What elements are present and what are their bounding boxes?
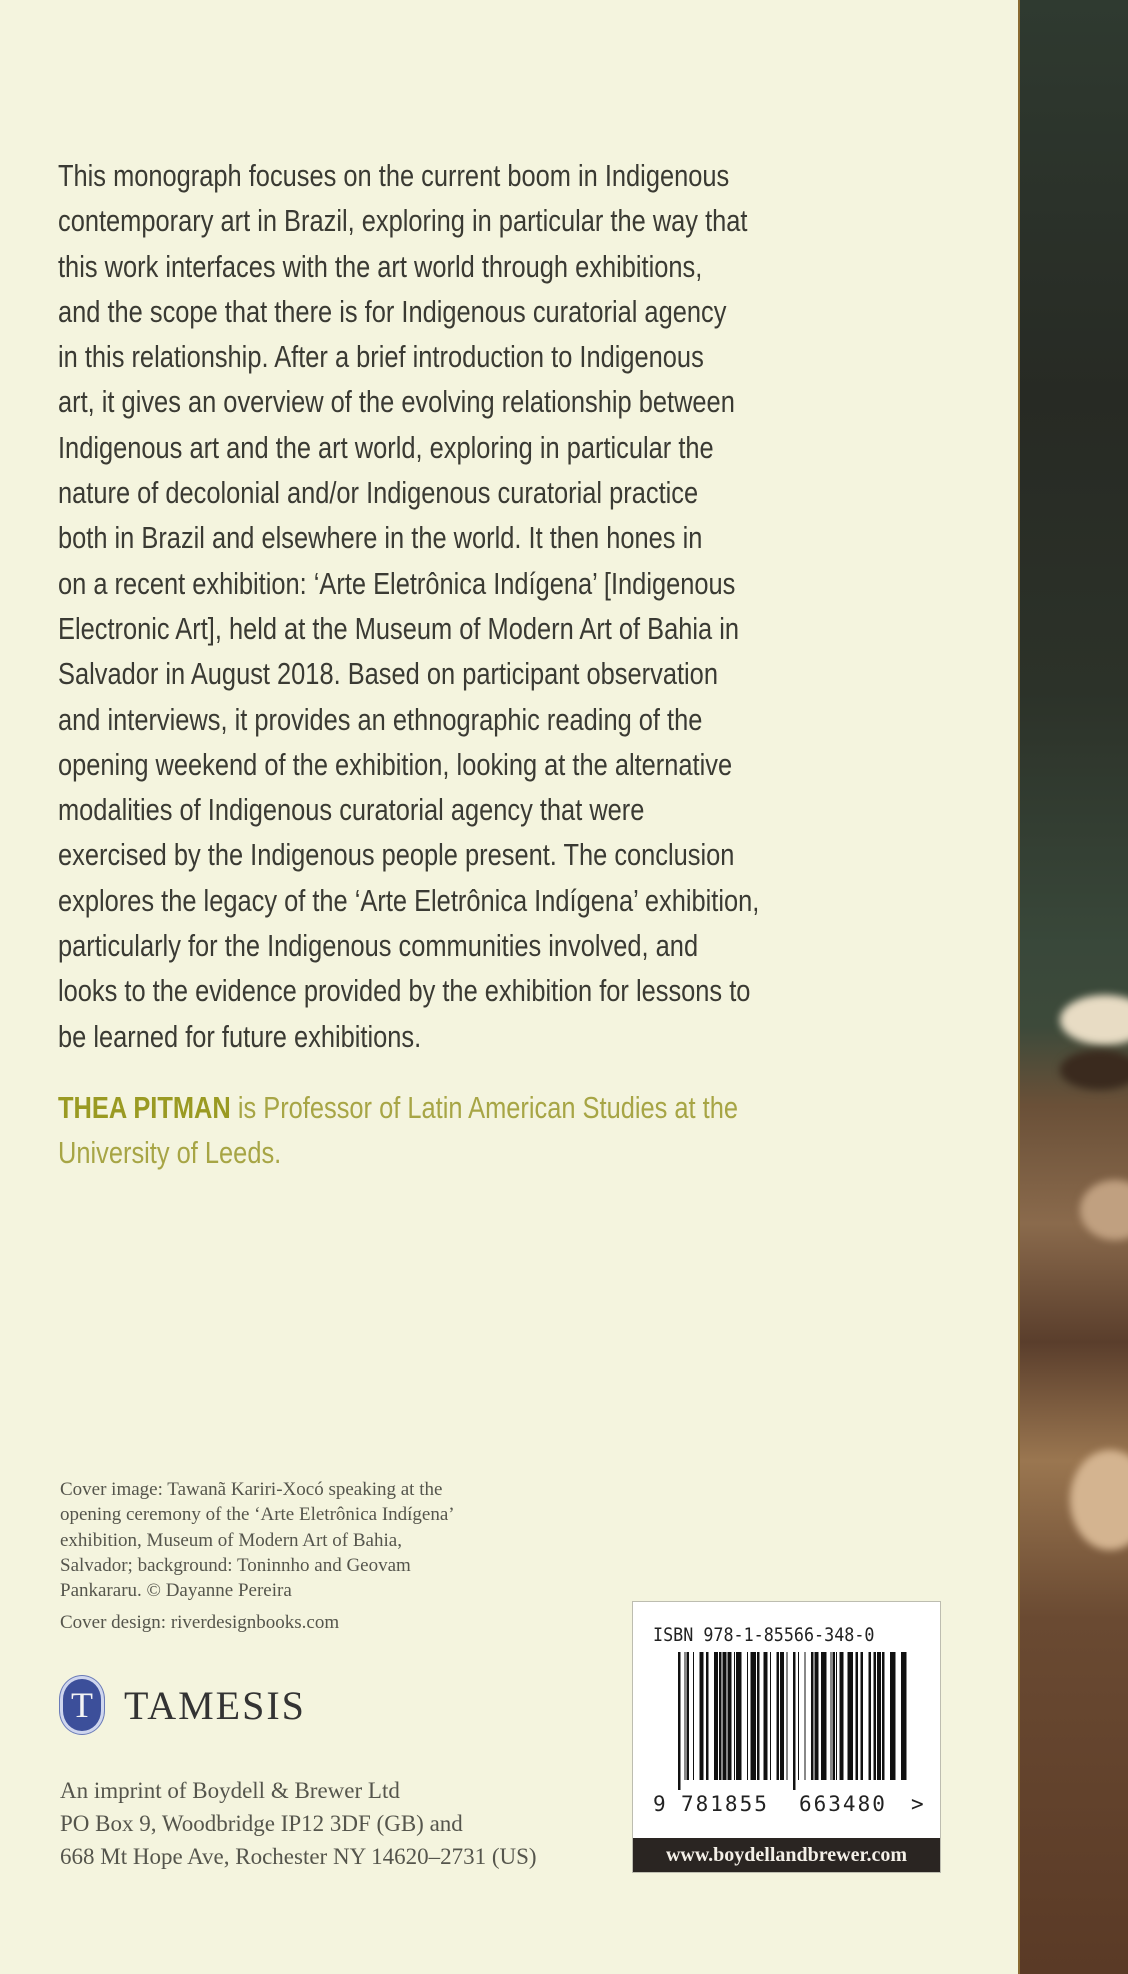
text-line: modalities of Indigenous curatorial agency that were	[58, 792, 645, 828]
barcode-bar	[831, 1652, 832, 1780]
text-line: in this relationship. After a brief introduction to Indigenous	[58, 339, 704, 375]
photo-shadow	[1060, 1050, 1128, 1090]
photo-highlight	[1070, 1450, 1128, 1550]
barcode-bar	[706, 1652, 709, 1780]
text-line: on a recent exhibition: ‘Arte Eletrônica Indígena’ [Indigenous	[58, 565, 736, 601]
book-description	[58, 153, 759, 1059]
barcode-bar	[856, 1652, 859, 1780]
text-line: exercised by the Indigenous people present. The conclusion	[58, 837, 735, 873]
barcode-bar	[836, 1652, 837, 1780]
barcode-bar	[687, 1652, 690, 1780]
barcode-bar	[821, 1652, 827, 1780]
barcode-bar	[764, 1652, 768, 1780]
tamesis-emblem-icon: T	[60, 1676, 104, 1734]
photo-highlight	[1080, 1180, 1128, 1240]
author-bio	[58, 1085, 738, 1176]
barcode-bar	[848, 1652, 854, 1780]
barcode-bar	[877, 1652, 881, 1780]
barcode-bar	[734, 1652, 735, 1780]
publisher-logo	[60, 1676, 306, 1734]
barcode-bar	[770, 1652, 771, 1780]
barcode-bar	[736, 1652, 742, 1780]
text-line: nature of decolonial and/or Indigenous curatorial practice	[58, 475, 699, 511]
text-line: and interviews, it provides an ethnographic reading of the	[58, 701, 703, 737]
text-line: PO Box 9, Woodbridge IP12 3DF (GB) and	[60, 1811, 463, 1836]
barcode-bar	[723, 1652, 727, 1780]
text-line: art, it gives an overview of the evolving relationship between	[58, 384, 735, 420]
text-line: looks to the evidence provided by the exhibition for lessons to	[58, 973, 751, 1009]
barcode-bar	[805, 1652, 806, 1780]
publisher-name: TAMESIS	[124, 1682, 306, 1728]
author-name: THEA PITMAN	[58, 1090, 231, 1125]
barcode-digit-group: 781855	[681, 1792, 769, 1816]
publisher-address	[60, 1774, 537, 1873]
barcode-lead-digit: 9	[653, 1792, 666, 1816]
barcode-bar	[678, 1652, 681, 1790]
text-line: exhibition, Museum of Modern Art of Bahia,	[60, 1529, 402, 1551]
barcode-bar	[833, 1652, 836, 1780]
cover-image-credit	[60, 1477, 455, 1603]
text-line: Pankararu. © Dayanne Pereira	[60, 1580, 292, 1602]
barcode-bar	[685, 1652, 686, 1780]
barcode-bar	[787, 1652, 788, 1780]
text-line: be learned for future exhibitions.	[58, 1018, 422, 1054]
barcode-bar	[793, 1652, 796, 1790]
barcode-bar	[869, 1652, 872, 1780]
author-bio-text: is Professor of Latin American Studies at the	[230, 1090, 739, 1125]
barcode-bar	[714, 1652, 718, 1780]
barcode-bar	[901, 1652, 907, 1780]
text-line: Indigenous art and the art world, exploring in particular the	[58, 429, 714, 465]
barcode-bar	[840, 1652, 844, 1780]
barcode-bar	[874, 1652, 877, 1780]
text-line: opening weekend of the exhibition, looking at the alternative	[58, 746, 733, 782]
barcode-bar	[751, 1652, 757, 1780]
barcode-bar	[798, 1652, 799, 1780]
barcode-bar	[757, 1652, 760, 1780]
barcode-bars	[678, 1652, 908, 1790]
isbn-label: ISBN 978-1-85566-348-0	[653, 1624, 875, 1646]
text-line: and the scope that there is for Indigenous curatorial agency	[58, 293, 727, 329]
text-line: Electronic Art], held at the Museum of Modern Art of Bahia in	[58, 610, 740, 646]
text-line: Cover image: Tawanã Kariri-Xocó speaking at the	[60, 1479, 443, 1500]
barcode-digit-group: 663480	[799, 1792, 887, 1816]
barcode-bar	[882, 1652, 885, 1780]
barcode-bar	[700, 1652, 704, 1780]
barcode-bar	[693, 1652, 694, 1780]
text-line: An imprint of Boydell & Brewer Ltd	[60, 1778, 400, 1803]
text-line: this work interfaces with the art world through exhibitions,	[58, 248, 703, 284]
photo-highlight	[1060, 995, 1128, 1045]
text-line: Salvador in August 2018. Based on participant observation	[58, 656, 718, 692]
barcode-arrow: >	[911, 1792, 924, 1816]
barcode-bar	[780, 1652, 784, 1780]
barcode-bar	[815, 1652, 819, 1780]
cover-design-credit: Cover design: riverdesignbooks.com	[60, 1612, 340, 1633]
text-line: both in Brazil and elsewhere in the world. It then hones in	[58, 520, 703, 556]
text-line: contemporary art in Brazil, exploring in particular the way that	[58, 203, 748, 239]
author-bio-text: University of Leeds.	[58, 1135, 282, 1171]
barcode-bar	[861, 1652, 864, 1780]
barcode-bar	[811, 1652, 814, 1780]
barcode-bar	[728, 1652, 732, 1780]
barcode-bar	[777, 1652, 780, 1780]
isbn-barcode-box	[632, 1601, 941, 1873]
text-line: opening ceremony of the ‘Arte Eletrônica Indígena’	[60, 1504, 455, 1526]
barcode-bar	[747, 1652, 748, 1780]
barcode-bar	[719, 1652, 722, 1780]
barcode-digits	[653, 1792, 924, 1816]
text-line: particularly for the Indigenous communities involved, and	[58, 928, 699, 964]
text-line: Salvador; background: Toninnho and Geovam	[60, 1554, 411, 1576]
barcode-bar	[890, 1652, 896, 1780]
text-line: 668 Mt Hope Ave, Rochester NY 14620–2731 (US)	[60, 1844, 537, 1869]
publisher-website: www.boydellandbrewer.com	[633, 1838, 940, 1872]
text-line: This monograph focuses on the current boom in Indigenous	[58, 158, 730, 193]
text-line: explores the legacy of the ‘Arte Eletrônica Indígena’ exhibition,	[58, 882, 760, 918]
cover-photo-wraparound	[1018, 0, 1128, 1974]
